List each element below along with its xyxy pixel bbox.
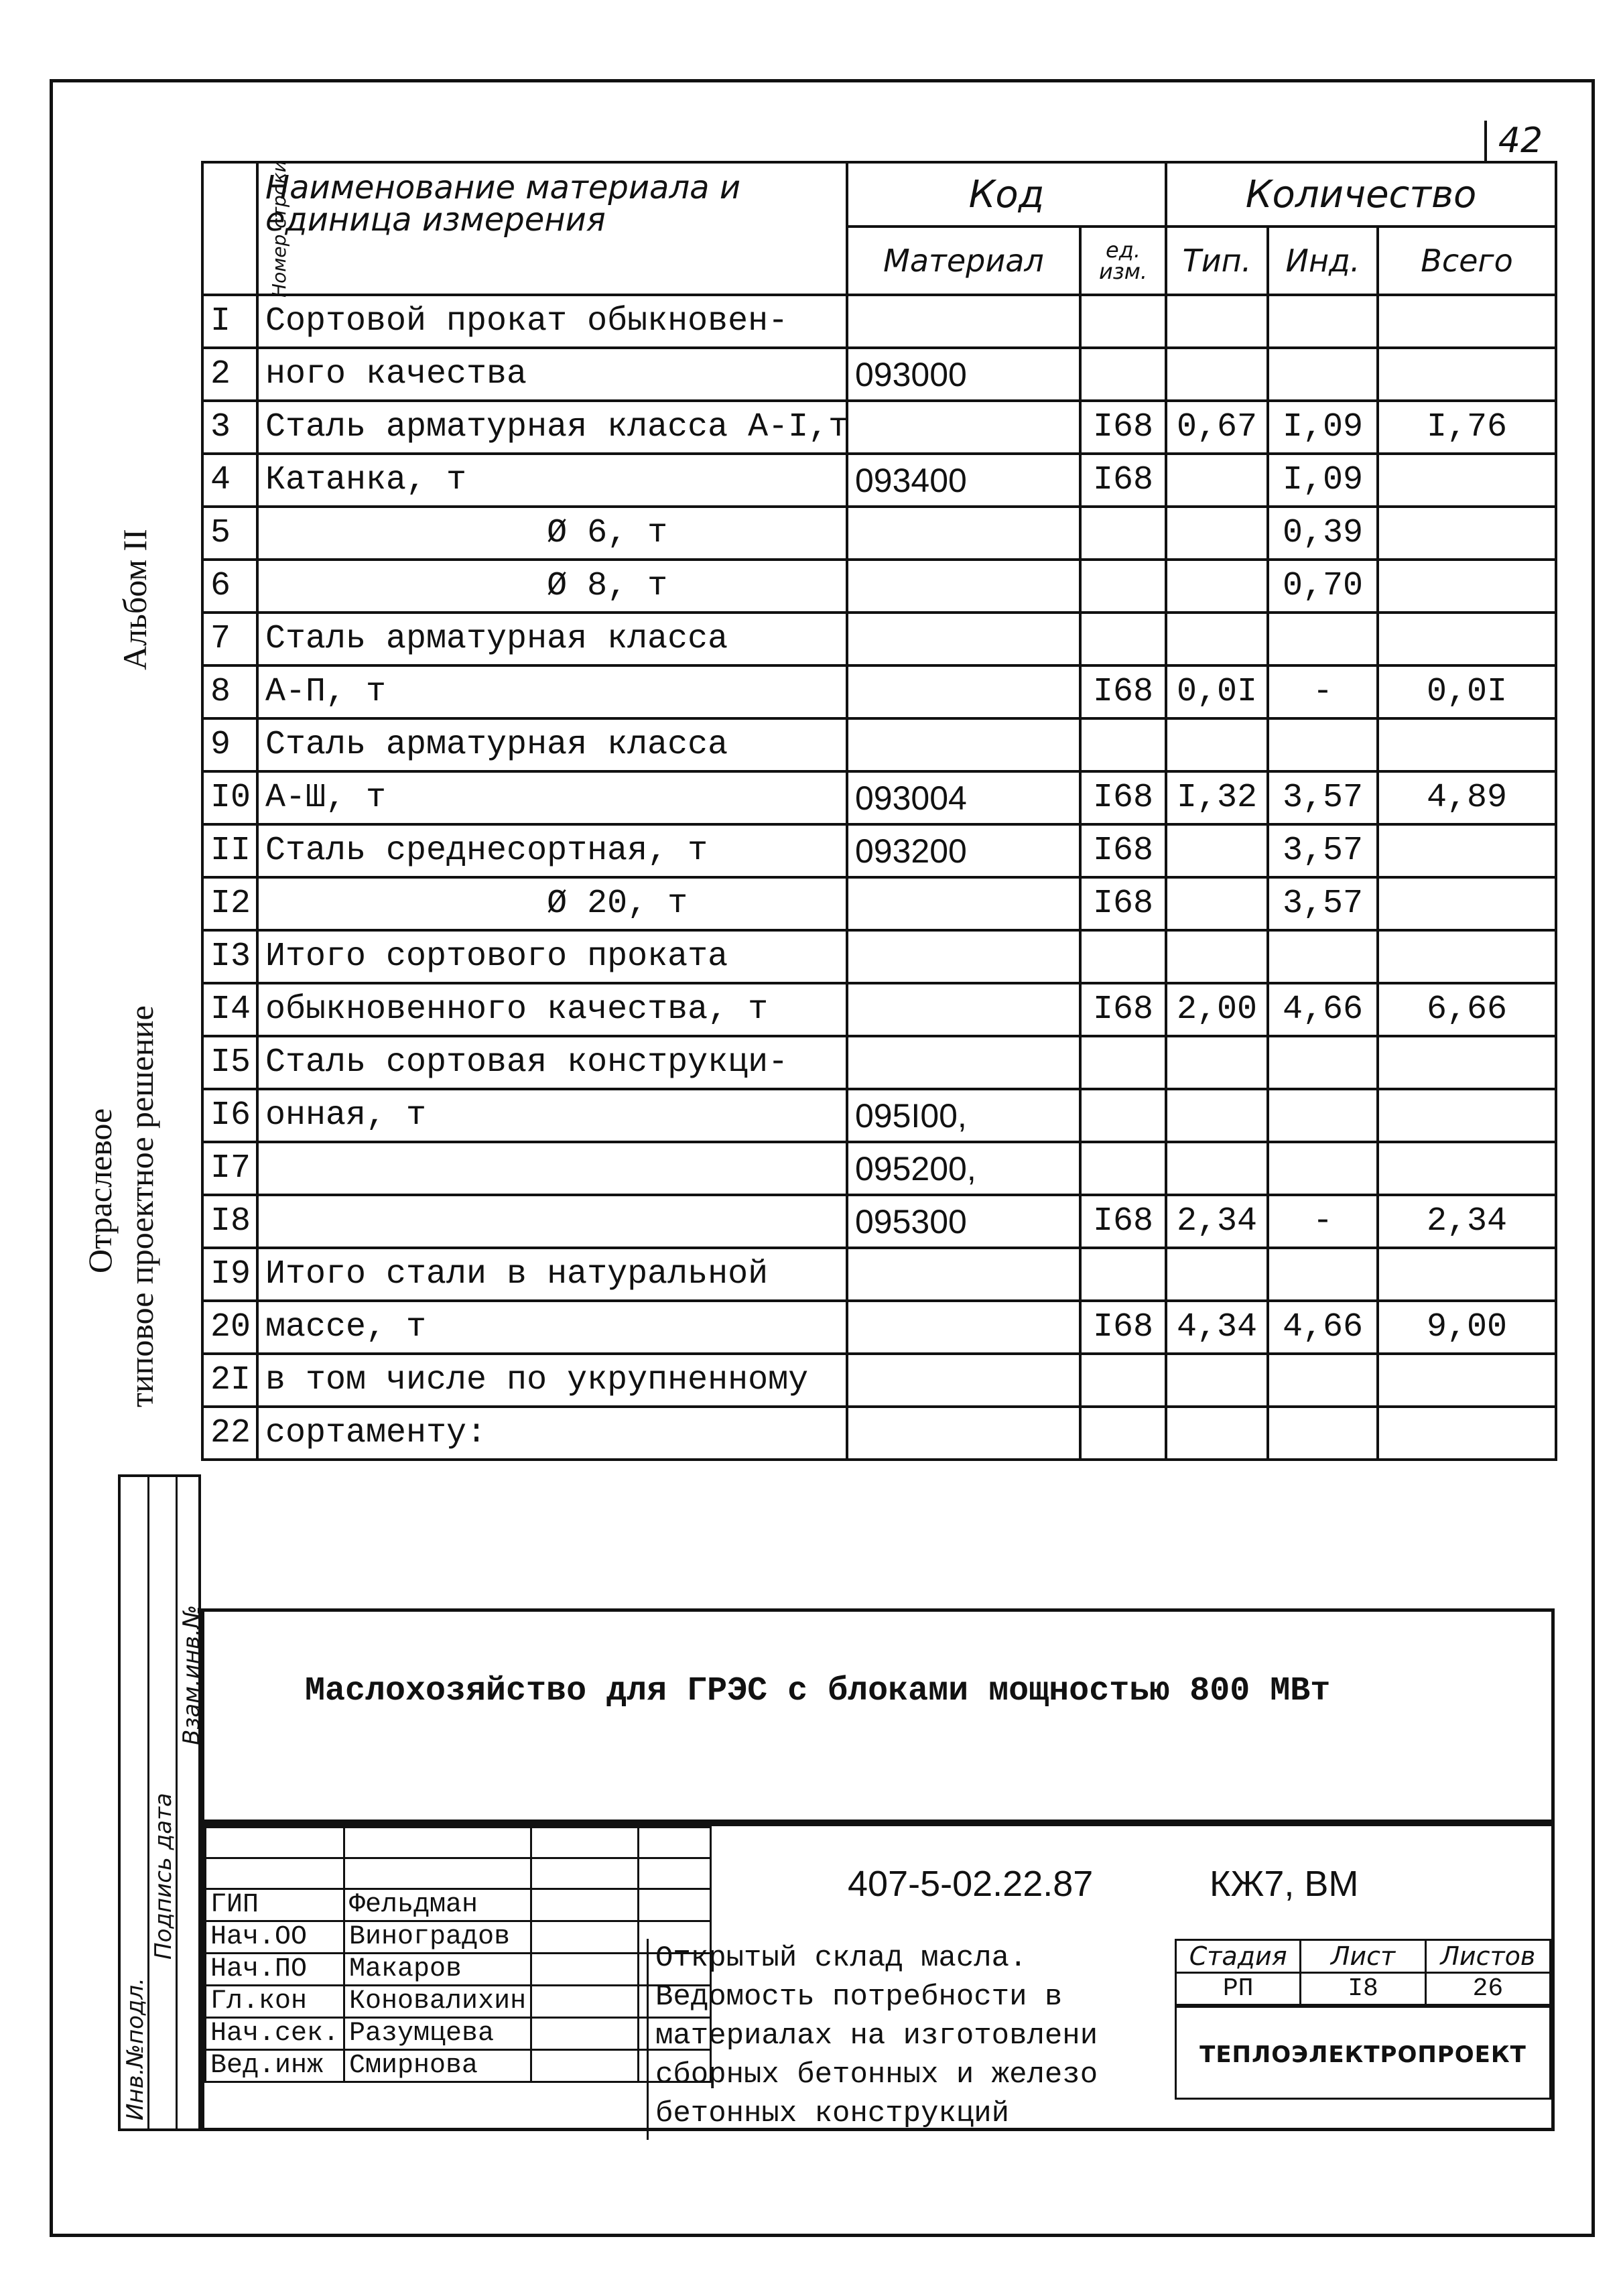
table-row <box>202 1407 1556 1460</box>
table-row <box>202 401 1556 454</box>
qty-typ-cell <box>1166 1248 1268 1301</box>
qty-typ-cell <box>1166 718 1268 771</box>
qty-total-cell: I,76 <box>1378 401 1556 454</box>
qty-typ-cell: 2,00 <box>1166 983 1268 1036</box>
sheet-value: I8 <box>1301 1973 1425 2005</box>
table-row <box>202 1195 1556 1248</box>
sheet-label: Лист <box>1301 1940 1425 1973</box>
table-row <box>202 1089 1556 1142</box>
signature-role: Нач.ОО <box>206 1921 344 1954</box>
qty-total-cell: 2,34 <box>1378 1195 1556 1248</box>
material-name-cell: ного качества <box>257 348 847 401</box>
row-number-cell: 22 <box>202 1407 257 1460</box>
qty-typ-cell <box>1166 507 1268 560</box>
qty-ind-cell: - <box>1268 665 1378 718</box>
material-name-cell: Ø 8, т <box>257 560 847 613</box>
unit-code-cell: I68 <box>1080 877 1166 930</box>
qty-total-cell <box>1378 348 1556 401</box>
table-row <box>202 718 1556 771</box>
material-name-cell: Сталь арматурная класса А-I,т <box>257 401 847 454</box>
row-number-cell: I9 <box>202 1248 257 1301</box>
replacement-inventory-label: Взам.инв.№ <box>178 1604 205 1745</box>
qty-typ-cell <box>1166 348 1268 401</box>
unit-code-cell <box>1080 1248 1166 1301</box>
row-number-cell: 8 <box>202 665 257 718</box>
material-name-cell: массе, т <box>257 1301 847 1354</box>
material-name-cell: Итого сортового проката <box>257 930 847 983</box>
material-name-cell: сортаменту: <box>257 1407 847 1460</box>
table-row <box>202 824 1556 877</box>
row-number-cell: 9 <box>202 718 257 771</box>
qty-typ-cell <box>1166 295 1268 348</box>
material-name-cell: Ø 6, т <box>257 507 847 560</box>
material-code-cell <box>847 1354 1080 1407</box>
row-number-cell: I <box>202 295 257 348</box>
table-row <box>202 665 1556 718</box>
material-code-cell <box>847 718 1080 771</box>
table-row <box>202 1354 1556 1407</box>
qty-ind-cell: 0,70 <box>1268 560 1378 613</box>
qty-typ-cell <box>1166 613 1268 665</box>
qty-total-cell <box>1378 1089 1556 1142</box>
qty-total-cell <box>1378 877 1556 930</box>
signature-role: ГИП <box>206 1889 344 1921</box>
material-code-cell <box>847 1036 1080 1089</box>
table-row <box>202 771 1556 824</box>
material-code-cell <box>847 1407 1080 1460</box>
row-number-cell: I3 <box>202 930 257 983</box>
material-name-cell: Сталь среднесортная, т <box>257 824 847 877</box>
qty-ind-cell <box>1268 295 1378 348</box>
material-name-cell: Ø 20, т <box>257 877 847 930</box>
unit-code-cell: I68 <box>1080 771 1166 824</box>
solution-label-line2: типовое проектное решение <box>123 1005 160 1407</box>
qty-total-cell: 6,66 <box>1378 983 1556 1036</box>
material-code-cell <box>847 1301 1080 1354</box>
header-qty-typ: Тип. <box>1166 227 1268 295</box>
qty-typ-cell <box>1166 1089 1268 1142</box>
unit-code-cell: I68 <box>1080 665 1166 718</box>
material-code-cell <box>847 295 1080 348</box>
material-code-cell <box>847 877 1080 930</box>
material-code-cell <box>847 1248 1080 1301</box>
row-number-cell: 6 <box>202 560 257 613</box>
inventory-stamp <box>118 1474 205 2131</box>
signature-row <box>206 1921 711 1954</box>
qty-ind-cell <box>1268 1248 1378 1301</box>
signature-date <box>639 1889 711 1921</box>
table-row <box>202 348 1556 401</box>
qty-ind-cell <box>1268 1142 1378 1195</box>
row-number-cell: I4 <box>202 983 257 1036</box>
header-code-unit: ед. изм. <box>1080 227 1166 295</box>
qty-typ-cell: 4,34 <box>1166 1301 1268 1354</box>
material-code-cell <box>847 613 1080 665</box>
table-row <box>202 1301 1556 1354</box>
project-title-box <box>201 1608 1555 1823</box>
signature-mark <box>531 2050 639 2082</box>
project-title: Маслохозяйство для ГРЭС с блоками мощностью 800 МВт <box>305 1672 1331 1710</box>
signature-row <box>206 1986 711 2018</box>
signature-mark <box>531 2018 639 2050</box>
unit-code-cell: I68 <box>1080 1301 1166 1354</box>
signature-mark <box>531 1986 639 2018</box>
header-qty-total: Всего <box>1378 227 1556 295</box>
unit-code-cell: I68 <box>1080 983 1166 1036</box>
qty-ind-cell: 4,66 <box>1268 983 1378 1036</box>
material-code-cell <box>847 983 1080 1036</box>
material-code-cell: 093004 <box>847 771 1080 824</box>
signature-role: Гл.кон <box>206 1986 344 2018</box>
qty-ind-cell <box>1268 1407 1378 1460</box>
qty-ind-cell <box>1268 348 1378 401</box>
drawing-mark: КЖ7, ВМ <box>1210 1864 1359 1904</box>
qty-typ-cell: 0,0I <box>1166 665 1268 718</box>
qty-total-cell <box>1378 824 1556 877</box>
row-number-cell: I6 <box>202 1089 257 1142</box>
signature-row <box>206 2018 711 2050</box>
header-qty-ind: Инд. <box>1268 227 1378 295</box>
qty-typ-cell <box>1166 560 1268 613</box>
qty-ind-cell <box>1268 718 1378 771</box>
unit-code-cell <box>1080 718 1166 771</box>
signature-name: Фельдман <box>344 1889 531 1921</box>
document-code: 407-5-02.22.87 <box>848 1864 1094 1904</box>
sheets-value: 26 <box>1425 1973 1550 2005</box>
qty-typ-cell: 0,67 <box>1166 401 1268 454</box>
qty-total-cell: 4,89 <box>1378 771 1556 824</box>
table-row <box>202 1036 1556 1089</box>
signature-name: Виноградов <box>344 1921 531 1954</box>
material-code-cell: 095I00, <box>847 1089 1080 1142</box>
material-name-cell: Итого стали в натуральной <box>257 1248 847 1301</box>
unit-code-cell <box>1080 1354 1166 1407</box>
material-name-cell: А-Ш, т <box>257 771 847 824</box>
material-name-cell: А-П, т <box>257 665 847 718</box>
material-name-cell: Сортовой прокат обыкновен- <box>257 295 847 348</box>
qty-ind-cell <box>1268 1089 1378 1142</box>
table-row <box>202 1142 1556 1195</box>
table-row <box>202 1248 1556 1301</box>
qty-total-cell <box>1378 1036 1556 1089</box>
qty-total-cell <box>1378 295 1556 348</box>
material-name-cell <box>257 1142 847 1195</box>
qty-typ-cell <box>1166 1142 1268 1195</box>
qty-ind-cell <box>1268 613 1378 665</box>
material-name-cell: онная, т <box>257 1089 847 1142</box>
row-number-cell: I7 <box>202 1142 257 1195</box>
unit-code-cell <box>1080 613 1166 665</box>
qty-total-cell <box>1378 930 1556 983</box>
material-code-cell <box>847 401 1080 454</box>
material-name-cell: Сталь сортовая конструкци- <box>257 1036 847 1089</box>
signature-mark <box>531 1889 639 1921</box>
row-number-cell: 3 <box>202 401 257 454</box>
row-number-cell: 5 <box>202 507 257 560</box>
sheets-label: Листов <box>1425 1940 1550 1973</box>
qty-total-cell <box>1378 1354 1556 1407</box>
material-code-cell: 093000 <box>847 348 1080 401</box>
unit-code-cell <box>1080 1089 1166 1142</box>
qty-total-cell <box>1378 507 1556 560</box>
row-number-cell: I2 <box>202 877 257 930</box>
signature-role: Нач.ПО <box>206 1954 344 1986</box>
qty-typ-cell <box>1166 824 1268 877</box>
qty-ind-cell <box>1268 1036 1378 1089</box>
table-row <box>202 613 1556 665</box>
unit-code-cell: I68 <box>1080 824 1166 877</box>
qty-typ-cell <box>1166 877 1268 930</box>
qty-typ-cell <box>1166 1407 1268 1460</box>
material-name-cell: Сталь арматурная класса <box>257 718 847 771</box>
material-name-cell: Сталь арматурная класса <box>257 613 847 665</box>
row-number-cell: 4 <box>202 454 257 507</box>
qty-total-cell: 0,0I <box>1378 665 1556 718</box>
row-number-cell: 7 <box>202 613 257 665</box>
unit-code-cell <box>1080 507 1166 560</box>
qty-total-cell <box>1378 560 1556 613</box>
unit-code-cell <box>1080 1036 1166 1089</box>
table-row <box>202 295 1556 348</box>
qty-ind-cell: 0,39 <box>1268 507 1378 560</box>
qty-ind-cell: I,09 <box>1268 454 1378 507</box>
signature-name: Макаров <box>344 1954 531 1986</box>
title-block <box>201 1823 1555 2131</box>
qty-total-cell: 9,00 <box>1378 1301 1556 1354</box>
qty-total-cell <box>1378 1407 1556 1460</box>
unit-code-cell <box>1080 560 1166 613</box>
material-name-cell <box>257 1195 847 1248</box>
qty-typ-cell: 2,34 <box>1166 1195 1268 1248</box>
qty-ind-cell: 3,57 <box>1268 824 1378 877</box>
signature-name: Смирнова <box>344 2050 531 2082</box>
qty-ind-cell: I,09 <box>1268 401 1378 454</box>
sheet-description: Открытый склад масла. Ведомость потребности в материалах на изготовлени сборных бетонных и железо бетонных конструкций <box>647 1939 1169 2140</box>
signature-mark <box>531 1921 639 1954</box>
signature-date-label: Подпись дата <box>150 1793 177 1960</box>
qty-ind-cell: 4,66 <box>1268 1301 1378 1354</box>
row-number-cell: 20 <box>202 1301 257 1354</box>
table-row <box>202 877 1556 930</box>
unit-code-cell: I68 <box>1080 401 1166 454</box>
table-row <box>202 930 1556 983</box>
signature-row <box>206 1889 711 1921</box>
stage-sheet-table <box>1175 1939 1551 2006</box>
qty-ind-cell <box>1268 1354 1378 1407</box>
signature-role: Нач.сек. <box>206 2018 344 2050</box>
header-quantity: Количество <box>1166 162 1556 227</box>
qty-ind-cell: 3,57 <box>1268 877 1378 930</box>
materials-table <box>201 161 1557 1461</box>
album-label: Альбом II <box>116 529 153 670</box>
header-material-name: Наименование материала и единица измерения <box>257 162 847 295</box>
material-code-cell <box>847 507 1080 560</box>
table-row <box>202 454 1556 507</box>
page-number: 42 <box>1484 121 1554 164</box>
qty-total-cell <box>1378 454 1556 507</box>
material-code-cell: 093400 <box>847 454 1080 507</box>
material-name-cell: обыкновенного качества, т <box>257 983 847 1036</box>
material-name-cell: Катанка, т <box>257 454 847 507</box>
material-code-cell <box>847 665 1080 718</box>
row-number-cell: II <box>202 824 257 877</box>
material-code-cell <box>847 930 1080 983</box>
inventory-number-label: Инв.№подл. <box>122 1978 149 2120</box>
signature-name: Разумцева <box>344 2018 531 2050</box>
unit-code-cell <box>1080 348 1166 401</box>
signature-name: Коновалихин <box>344 1986 531 2018</box>
qty-typ-cell <box>1166 1036 1268 1089</box>
unit-code-cell: I68 <box>1080 454 1166 507</box>
qty-total-cell <box>1378 718 1556 771</box>
row-number-cell: 2I <box>202 1354 257 1407</box>
organization-name: ТЕПЛОЭЛЕКТРОПРОЕКТ <box>1175 2006 1551 2100</box>
table-row <box>202 983 1556 1036</box>
qty-ind-cell: - <box>1268 1195 1378 1248</box>
row-number-cell: I8 <box>202 1195 257 1248</box>
signatures-table <box>204 1826 712 2083</box>
unit-code-cell <box>1080 1142 1166 1195</box>
stage-value: РП <box>1176 1973 1301 2005</box>
qty-typ-cell <box>1166 454 1268 507</box>
qty-ind-cell <box>1268 930 1378 983</box>
qty-total-cell <box>1378 1248 1556 1301</box>
qty-typ-cell <box>1166 1354 1268 1407</box>
material-code-cell: 093200 <box>847 824 1080 877</box>
unit-code-cell <box>1080 1407 1166 1460</box>
header-row-number: Номер строки <box>202 162 257 295</box>
qty-typ-cell: I,32 <box>1166 771 1268 824</box>
row-number-cell: I5 <box>202 1036 257 1089</box>
qty-typ-cell <box>1166 930 1268 983</box>
qty-ind-cell: 3,57 <box>1268 771 1378 824</box>
unit-code-cell <box>1080 295 1166 348</box>
table-row <box>202 507 1556 560</box>
qty-total-cell <box>1378 1142 1556 1195</box>
signature-row <box>206 2050 711 2082</box>
material-name-cell: в том числе по укрупненному <box>257 1354 847 1407</box>
header-code-material: Материал <box>847 227 1080 295</box>
unit-code-cell: I68 <box>1080 1195 1166 1248</box>
signature-role: Вед.инж <box>206 2050 344 2082</box>
material-code-cell <box>847 560 1080 613</box>
qty-total-cell <box>1378 613 1556 665</box>
header-code: Код <box>847 162 1166 227</box>
signature-mark <box>531 1954 639 1986</box>
table-row <box>202 560 1556 613</box>
row-number-cell: 2 <box>202 348 257 401</box>
stage-label: Стадия <box>1176 1940 1301 1973</box>
material-code-cell: 095300 <box>847 1195 1080 1248</box>
material-code-cell: 095200, <box>847 1142 1080 1195</box>
solution-label-line1: Отраслевое <box>81 1108 119 1273</box>
row-number-cell: I0 <box>202 771 257 824</box>
unit-code-cell <box>1080 930 1166 983</box>
signature-row <box>206 1954 711 1986</box>
